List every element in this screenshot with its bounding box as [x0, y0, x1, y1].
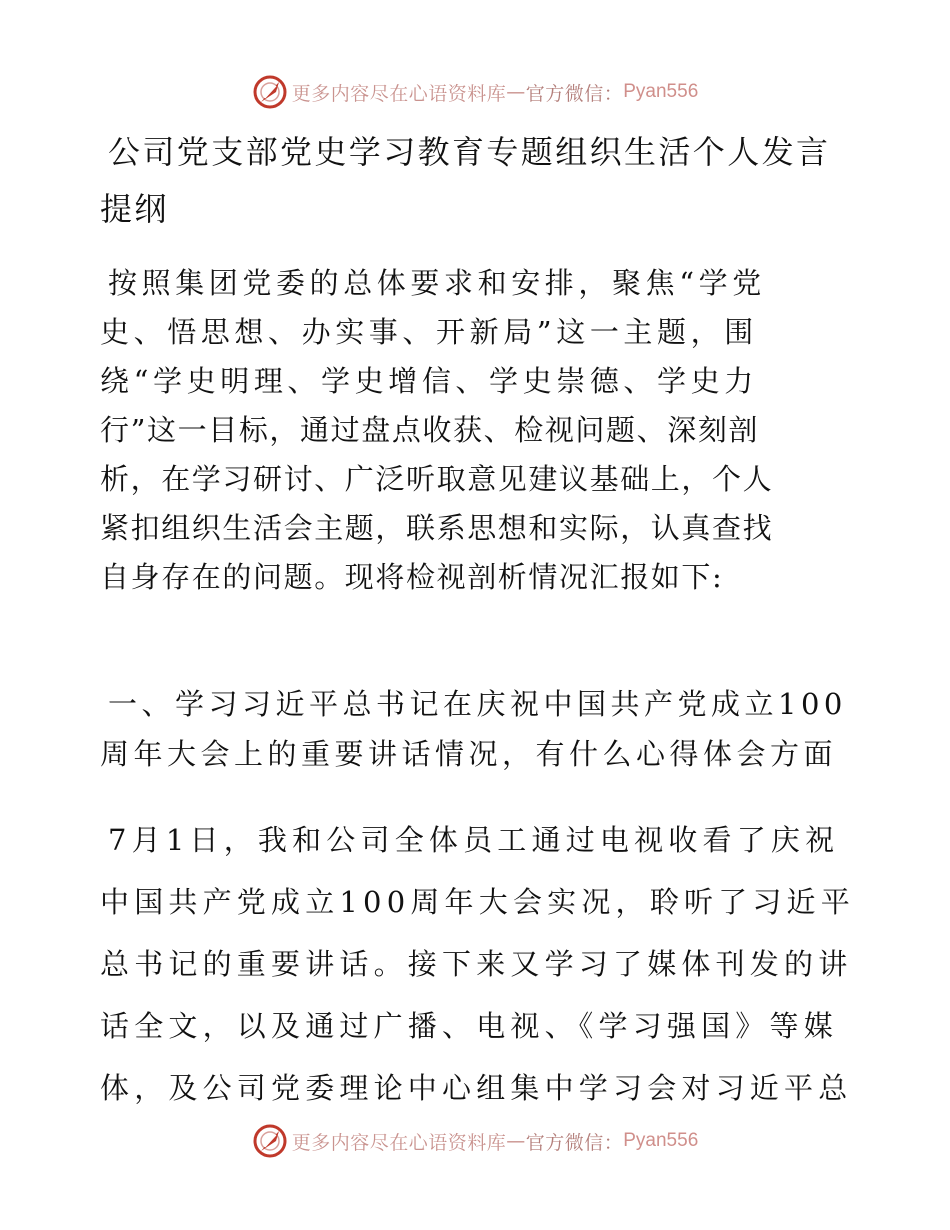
paragraph-line: 话全文，以及通过广播、电视、《学习强国》等媒: [100, 1009, 838, 1043]
watermark-wechat-label: 官方微信：: [525, 1131, 624, 1154]
quill-pen-logo-icon: [252, 1123, 288, 1159]
watermark-wechat-label: 官方微信：: [525, 82, 624, 105]
paragraph-line: 总书记的重要讲话。接下来又学习了媒体刊发的讲: [100, 947, 853, 981]
paragraph-line: 按照集团党委的总体要求和安排，聚焦“学党: [108, 266, 766, 300]
watermark-dash: —: [506, 81, 526, 103]
heading-line: 周年大会上的重要讲话情况，有什么心得体会方面: [100, 737, 838, 771]
paragraph-line: 紧扣组织生活会主题，联系思想和实际，认真查找: [100, 511, 774, 545]
paragraph-line: 7月1日，我和公司全体员工通过电视收看了庆祝: [108, 823, 840, 857]
paragraph-line: 体，及公司党委理论中心组集中学习会对习近平总: [100, 1071, 853, 1105]
paragraph-line: 自身存在的问题。现将检视剖析情况汇报如下:: [100, 560, 724, 594]
section-heading: [100, 679, 860, 779]
watermark-wechat-id: Pyan556: [623, 1130, 699, 1151]
watermark-wechat-id: Pyan556: [623, 81, 699, 102]
watermark-brand: 更多内容尽在心语资料库: [291, 82, 507, 105]
heading-line: 一、学习习近平总书记在庆祝中国共产党成立100: [108, 687, 847, 721]
paragraph-line: 史、悟思想、办实事、开新局”这一主题，围: [100, 315, 758, 349]
document-title: [100, 124, 860, 238]
paragraph-line: 中国共产党成立100周年大会实况，聆听了习近平: [100, 885, 855, 919]
watermark-footer: [0, 1121, 950, 1161]
title-line: 提纲: [100, 190, 169, 228]
watermark-header: [0, 72, 950, 112]
quill-pen-logo-icon: [252, 74, 288, 110]
paragraph-line: 行”这一目标，通过盘点收获、检视问题、深刻剖: [100, 413, 760, 447]
title-line: 公司党支部党史学习教育专题组织生活个人发言: [108, 133, 831, 171]
intro-paragraph: [100, 259, 860, 602]
body-paragraph: [100, 809, 860, 1119]
watermark-dash: —: [506, 1130, 526, 1152]
paragraph-line: 析，在学习研讨、广泛听取意见建议基础上，个人: [100, 462, 774, 496]
paragraph-line: 绕“学史明理、学史增信、学史崇德、学史力: [100, 364, 758, 398]
watermark-brand: 更多内容尽在心语资料库: [291, 1131, 507, 1154]
